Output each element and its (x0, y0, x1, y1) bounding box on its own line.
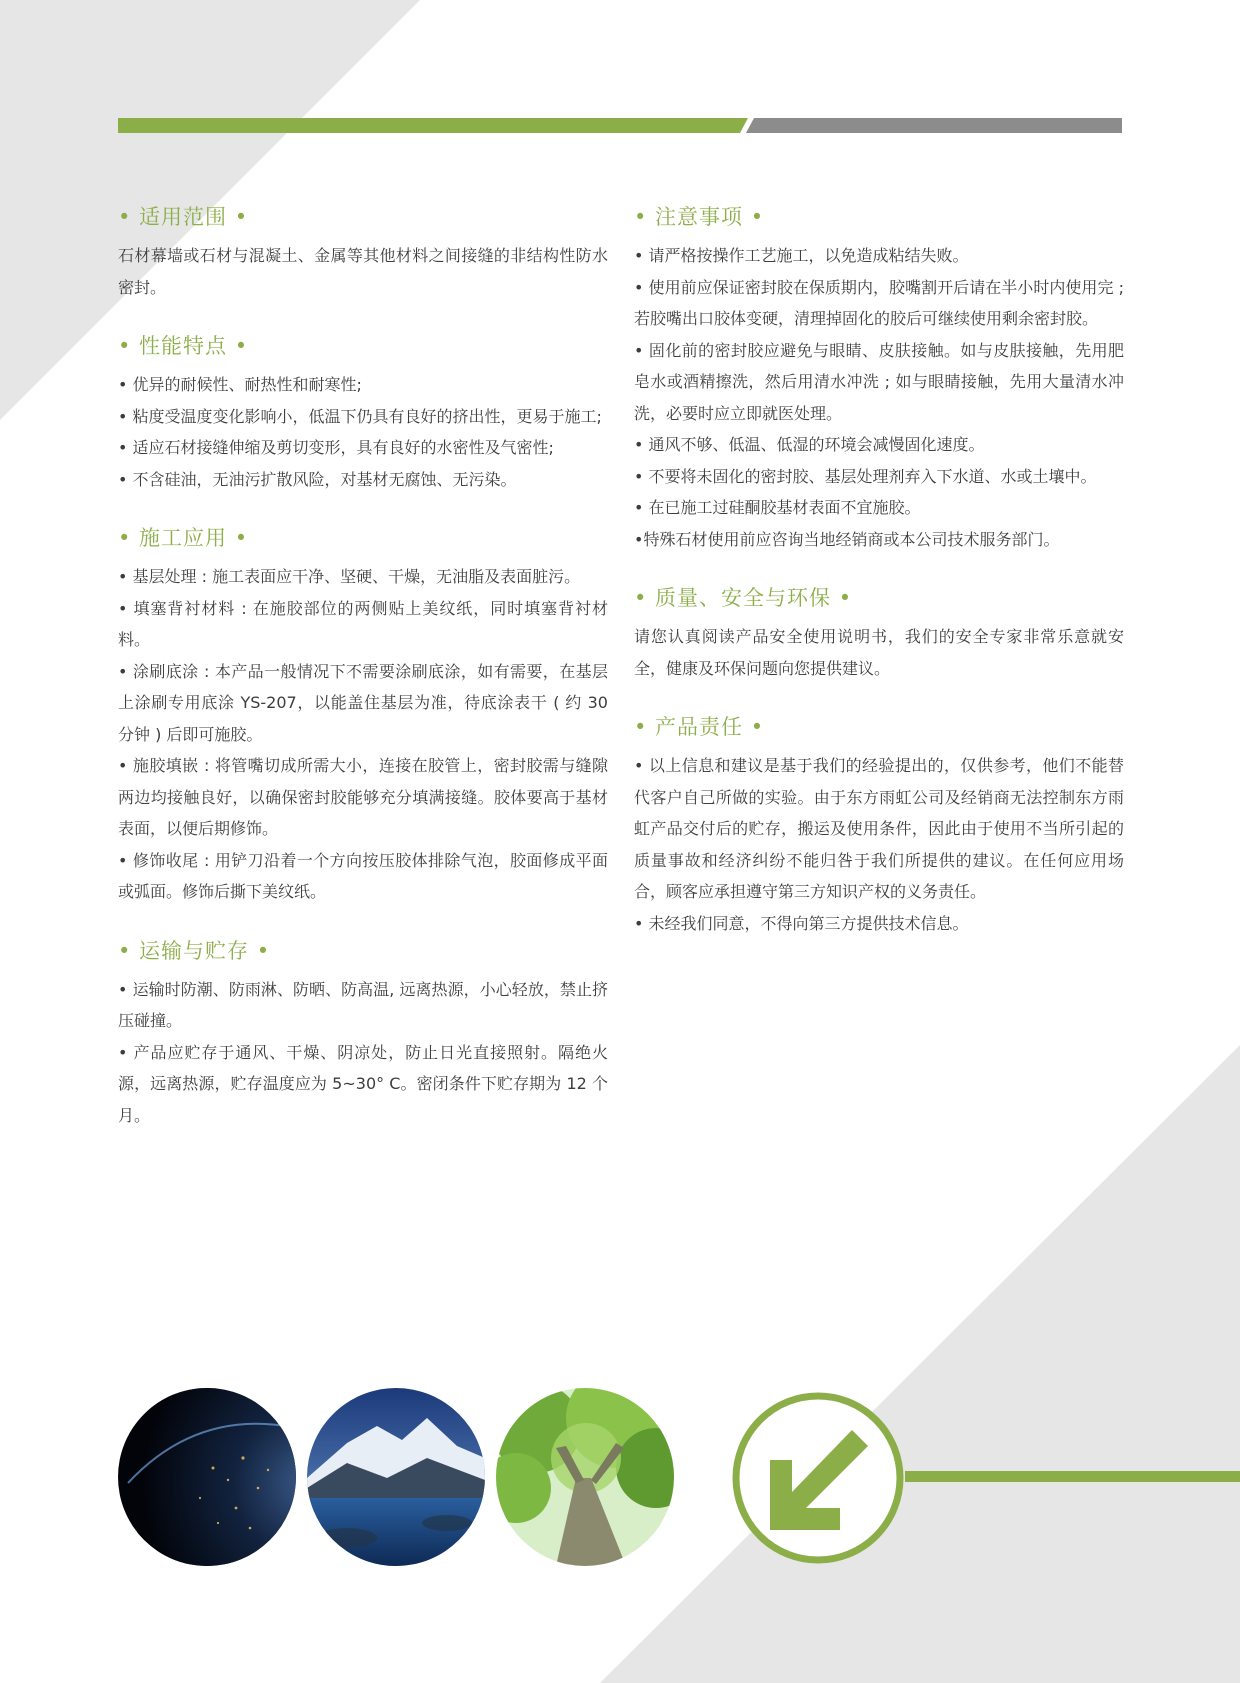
section (118, 934, 608, 1132)
section-paragraph: • 修饰收尾 : 用铲刀沿着一个方向按压胶体排除气泡，胶面修成平面或弧面。修饰后撕下美纹纸。 (118, 850, 608, 901)
decorative-line (905, 1471, 1240, 1482)
right-column (634, 200, 1124, 965)
section (634, 581, 1124, 684)
section-paragraph: • 未经我们同意，不得向第三方提供技术信息。 (634, 913, 969, 933)
section-paragraph: • 运输时防潮、防雨淋、防晒、防高温, 远离热源，小心轻放，禁止挤压碰撞。 (118, 979, 608, 1030)
section-title: • 质量、安全与环保 • (634, 586, 853, 610)
section-title: • 产品责任 • (634, 715, 765, 739)
earth-photo (118, 1388, 296, 1566)
left-column (118, 200, 608, 1157)
section-title: • 运输与贮存 • (118, 938, 271, 963)
section-paragraph: • 适应石材接缝伸缩及剪切变形，具有良好的水密性及气密性; (118, 438, 554, 457)
tree-photo (496, 1388, 674, 1566)
mountain-photo (307, 1388, 485, 1566)
section (118, 329, 608, 495)
section-paragraph: • 不含硅油，无油污扩散风险，对基材无腐蚀、无污染。 (118, 469, 517, 489)
section-paragraph: • 以上信息和建议是基于我们的经验提出的，仅供参考，他们不能替代客户自己所做的实验。由于东方雨虹公司及经销商无法控制东方雨虹产品交付后的贮存，搬运及使用条件，因此由于使用不当所引起的质量事故和经济纠纷不能归咎于我们所提供的建议。在任何应用场合，顾客应承担遵守第三方知识产权的义务责任。 (634, 756, 1124, 901)
header-bar (118, 118, 1122, 133)
section-paragraph: • 施胶填嵌 : 将管嘴切成所需大小，连接在胶管上，密封胶需与缝隙两边均接触良好，以确保密封胶能够充分填满接缝。胶体要高于基材表面，以便后期修饰。 (118, 756, 608, 838)
section-paragraph: • 在已施工过硅酮胶基材表面不宜施胶。 (634, 498, 921, 517)
section-paragraph: • 优异的耐候性、耐热性和耐寒性; (118, 375, 362, 394)
section-paragraph: • 不要将未固化的密封胶、基层处理剂弃入下水道、水或土壤中。 (634, 466, 1097, 486)
section-paragraph: • 粘度受温度变化影响小，低温下仍具有良好的挤出性，更易于施工; (118, 406, 602, 426)
section (634, 200, 1124, 555)
section-paragraph: 请您认真阅读产品安全使用说明书，我们的安全专家非常乐意就安全，健康及环保问题向您提供建议。 (634, 627, 1124, 678)
section-paragraph: • 固化前的密封胶应避免与眼睛、皮肤接触。如与皮肤接触，先用肥皂水或酒精擦洗，然后用清水冲洗 ; 如与眼睛接触，先用大量清水冲洗，必要时应立即就医处理。 (634, 340, 1124, 423)
section-paragraph: • 产品应贮存于通风、干燥、阴凉处，防止日光直接照射。隔绝火源，远离热源，贮存温度应为 5~30° C。密闭条件下贮存期为 12 个月。 (118, 1042, 608, 1125)
section-paragraph: 石材幕墙或石材与混凝土、金属等其他材料之间接缝的非结构性防水密封。 (118, 246, 608, 297)
section-paragraph: • 填塞背衬材料 : 在施胶部位的两侧贴上美纹纸，同时填塞背衬材料。 (118, 598, 608, 649)
section (118, 200, 608, 303)
section-paragraph: • 使用前应保证密封胶在保质期内，胶嘴割开后请在半小时内使用完 ; 若胶嘴出口胶体变硬，清理掉固化的胶后可继续使用剩余密封胶。 (634, 277, 1124, 328)
section-paragraph: • 通风不够、低温、低湿的环境会减慢固化速度。 (634, 435, 985, 454)
section-title: • 性能特点 • (118, 334, 249, 358)
section-paragraph: •特殊石材使用前应咨询当地经销商或本公司技术服务部门。 (634, 529, 1060, 549)
section-paragraph: • 请严格按操作工艺施工，以免造成粘结失败。 (634, 246, 969, 265)
section-title: • 施工应用 • (118, 526, 249, 550)
arrow-down-left-icon (730, 1390, 906, 1566)
section-paragraph: • 基层处理 : 施工表面应干净、坚硬、干燥，无油脂及表面脏污。 (118, 567, 581, 586)
section-title: • 注意事项 • (634, 205, 765, 229)
section (634, 710, 1124, 939)
section-paragraph: • 涂刷底涂 : 本产品一般情况下不需要涂刷底涂，如有需要，在基层上涂刷专用底涂 YS-207，以能盖住基层为准，待底涂表干 ( 约 30 分钟 ) 后即可施胶。 (118, 661, 608, 744)
section-title: • 适用范围 • (118, 205, 249, 229)
section (118, 521, 608, 908)
